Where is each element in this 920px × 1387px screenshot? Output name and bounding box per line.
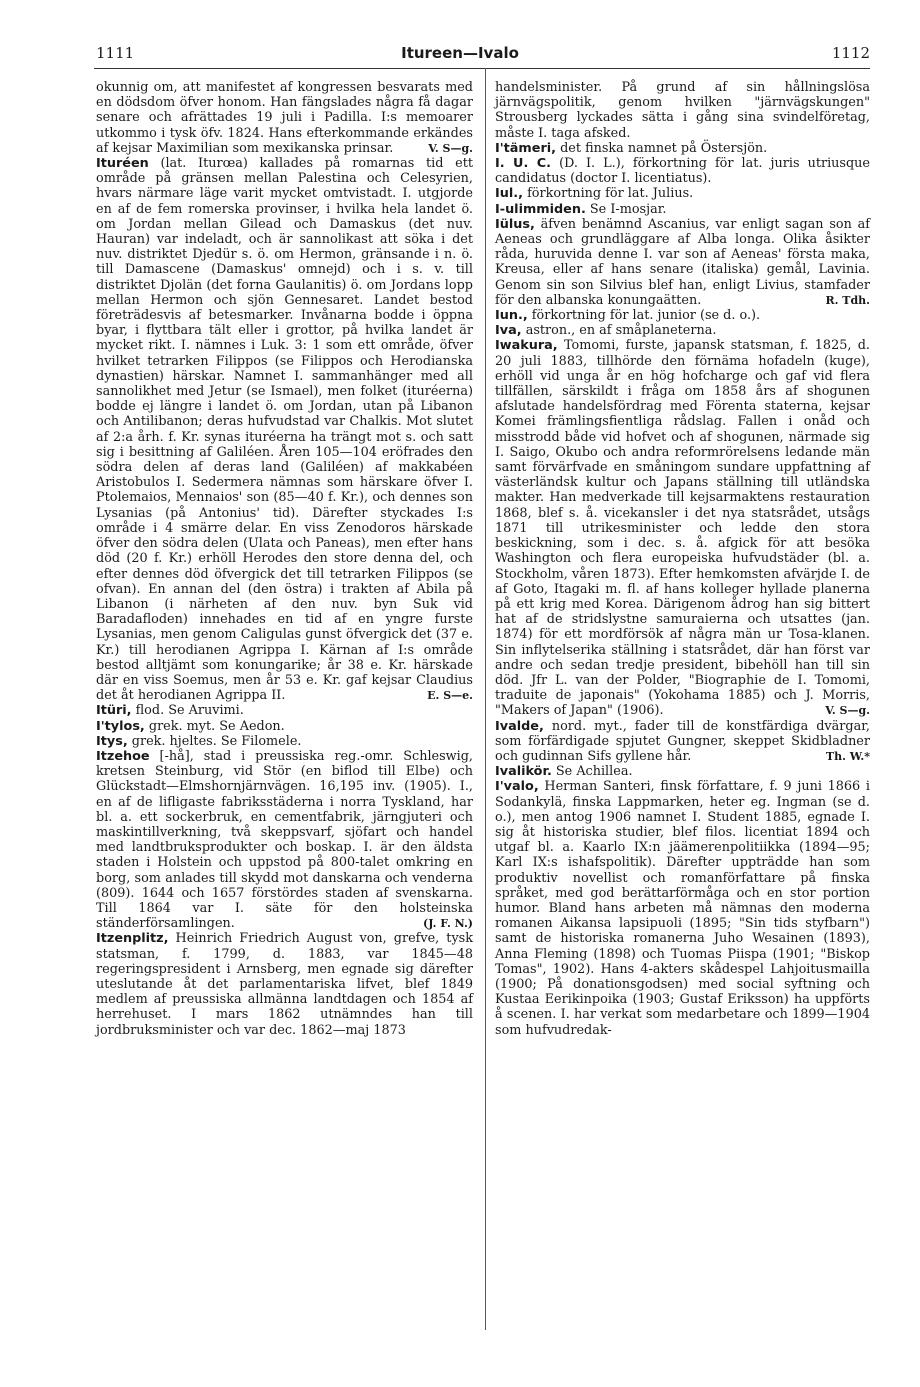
author-signature: (J. F. N.) [423,917,473,931]
entry-headword: I. U. C. [495,156,552,172]
entry-headword: Ivalde, [495,718,544,734]
column-divider [485,68,486,1330]
entry-text: (lat. Iturœa) kallades på romarnas tid ett område på gränsen mellan Palestina och Celesyrien, hvars närmare läge varit mycket omtvistadt. I. utgjorde en af de fem romerska provinser, i hvilka hela landet ö. om Jordan mellan Gilead och Damaskus (det nuv. Hauran) var indeladt, och är sannolikast att söka i det nuv. distriktet Djedür s. ö. om Hermon, gränsande i n. ö. till Damascene (Damaskus' omnejd) och i s. v. till distriktet Djolän (det forna Gaulanitis) ö. om Jordans lopp mellan Hermon och sjön Gennesaret. Landet bestod företrädesvis af betesmarker. Invånarna bodde i öppna byar, i flyttbara tält eller i grottor, på hvilka landet är mycket rikt. I. nämnes i Luk. 3: 1 som ett område, öfver hvilket tetrarken Filippos (se Filippos och Herodianska dynastien) härskar. Namnet I. sammanhänger med all sannolikhet med Jetur (se Ismael), men folket (ituréerna) bodde ej längre i landet ö. om Jordan, utan på Libanon och Antilibanon; deras hufvudstad var Chalkis. Mot slutet af 2:a årh. f. Kr. synas ituréerna ha trängt mot s. och satt sig i besittning af Galiléen. Åren 105—104 eröfrades den södra delen af deras land (Galiléen) af makkabéen Aristobulos I. Sedermera nämnas som härskare öfver I. Ptolemaios, Mennaios' son (85—40 f. Kr.), och dennes son Lysanias (på Antonius' tid). Därefter styckades I:s område i 4 smärre delar. En viss Zenodoros härskade öfver den södra delen (Ulata och Paneas), men efter hans död (20 f. Kr.) erhöll Herodes den store denna del, och efter dennes död öfvergick det till tetrarken Filippos (se ofvan). En annan del (den östra) i trakten af Abila på Libanon (i närheten af den nuv. byn Suk vid Baradafloden) innehades en tid af en yngre furste Lysanias, men genom Caligulas gunst öfvergick det (37 e. Kr.) till herodianen Agrippa I. Kärnan af I:s område bestod alltjämt som konungarike; år 38 e. Kr. härskade där en viss Soemus, men år 53 e. Kr. gaf kejsar Claudius det åt herodianen Agrippa II. [96,156,473,704]
entry-headword: Iun., [495,308,528,324]
page-header [0,44,920,66]
entry-text: grek. myt. Se Aedon. [148,718,285,734]
entry-text: Se I-mosjar. [589,201,667,217]
entry-headword: Iul., [495,186,523,202]
entry-headword: Ivalikör. [495,764,552,780]
dictionary-entry [96,156,473,703]
entry-headword: Iwakura, [495,338,558,354]
entry-text: okunnig om, att manifestet af kongressen besvarats med en dödsdom öfver honom. Han fängslades några få dagar senare och afrättades 19 juli i Padilla. I:s memoarer utkommo i tysk öfv. 1824. Hans efterkommande erkändes af kejsar Maximilian som mexikanska prinsar. [96,80,473,156]
entry-headword: I'valo, [495,779,539,795]
entry-text: nord. myt., fader till de konstfärdiga dvärgar, som förfärdigade spjutet Gungner, skeppet Skidbladner och gudinnan Sifs gyllene hår. [495,718,870,764]
dictionary-entry [495,764,870,779]
entry-headword: I-ulimmiden. [495,201,586,217]
running-title: Itureen—Ivalo [401,44,519,62]
dictionary-entry [495,779,870,1037]
dictionary-entry [495,308,870,323]
entry-text: Se Achillea. [555,764,633,780]
dictionary-entry [495,217,870,308]
page-number-left: 1111 [96,44,135,62]
author-signature: V. S—g. [825,704,870,718]
dictionary-entry [495,202,870,217]
entry-text: [-hå], stad i preussiska reg.-omr. Schleswig, kretsen Steinburg, vid Stör (en biflod till Elbe) och Glückstadt—Elmshornjärnvägen. 16,195 inv. (1905). I., en af de lifligaste fabriksstäderna i norra Tyskland, har bl. a. ett sockerbruk, en cementfabrik, järngjuteri och maskintillverkning, två skeppsvarf, sjöfart och handel med landtbruksprodukter och boskap. I. är den äldsta staden i Holstein och uppstod på 800-talet omkring en borg, som anlades till skydd mot danskarna och venderna (809). 1644 och 1657 förstördes staden af svenskarna. Till 1864 var I. säte för den holsteinska ständerförsamlingen. [96,748,473,932]
dictionary-entry [495,323,870,338]
author-signature: R. Tdh. [825,293,870,307]
entry-headword: Iülus, [495,216,535,232]
dictionary-entry [495,719,870,765]
entry-text: grek. hjeltes. Se Filomele. [131,733,302,749]
dictionary-entry [96,719,473,734]
entry-headword: Itüri, [96,703,132,719]
dictionary-entry [495,338,870,718]
entry-headword: Ituréen [96,156,149,172]
entry-text: flod. Se Aruvimi. [135,703,244,719]
entry-text: Heinrich Friedrich August von, grefve, tysk statsman, f. 1799, d. 1883, var 1845—48 regeringspresident i Arnsberg, men egnade sig därefter uteslutande åt det parlamentariska lifvet, blef 1849 medlem af preussiska allmänna landtdagen och 1854 af herrehuset. I mars 1862 utnämndes han till jordbruksminister och var dec. 1862—maj 1873 [96,931,473,1038]
dictionary-entry [495,80,870,141]
entry-text: det finska namnet på Östersjön. [560,140,768,156]
dictionary-entry [96,703,473,718]
header-rule [94,68,870,69]
entry-headword: Itzehoe [96,748,150,764]
right-column [495,80,870,1038]
author-signature: V. S—g. [428,141,473,155]
entry-text: (D. I. L.), förkortning för lat. juris utriusque candidatus (doctor I. licentiatus). [495,156,870,187]
entry-headword: I'tylos, [96,718,145,734]
entry-text: handelsminister. På grund af sin hållningslösa järnvägspolitik, genom hvilken "järnvägskungen" Strousberg lyckades sätta i gång sina svindelföretag, måste I. taga afsked. [495,80,870,141]
dictionary-entry [495,156,870,186]
entry-text: Tomomi, furste, japansk statsman, f. 1825, d. 20 juli 1883, tillhörde den förnäma hofadeln (kuge), erhöll vid unga år en hög hofcharge och gaf vid flera tillfällen, särskildt i fråga om 1858 års af shogunen afslutade handelsfördrag med Förenta staterna, kejsar Komei främlingsfientliga rådslag. Fallen i onåd och misstrodd både vid hofvet och af shogunen, närmade sig I. Saigo, Okubo och andra reformrörelsens ledande män samt förvärfvade en småningom sundare uppfattning af västerländsk kultur och Japans ställning till utländska makter. Han medverkade till kejsarmaktens restauration 1868, blef s. å. vicekansler i det nya statsrådet, utsågs 1871 till utrikesminister och ledde den stora beskickning, som i dec. s. å. afgick för att besöka Washington och flera europeiska hufvudstäder (bl. a. Stockholm, våren 1873). Efter hemkomsten afvärjde I. de af Goto, Itagaki m. fl. af hans kolleger hyllade planerna på ett krig med Korea. Därigenom ådrog han sig bittert hat af de stridslystne samuraierna och utsattes (jan. 1874) för ett mordförsök af några män ur Tosa-klanen. Sin inflytelserika ställning i statsrådet, där han först var andre och sedan tredje president, bibehöll han till sin död. Jfr L. van der Polder, "Biographie de I. Tomomi, traduite de japonais" (Yokohama 1885) och J. Morris, "Makers of Japan" (1906). [495,338,870,719]
entry-headword: Itys, [96,733,128,749]
dictionary-entry [96,931,473,1037]
entry-headword: I'tämeri, [495,140,557,156]
dictionary-entry [96,734,473,749]
author-signature: Th. W.* [825,749,870,763]
dictionary-entry [96,80,473,156]
left-column [96,80,473,1038]
dictionary-entry [495,186,870,201]
dictionary-entry [495,141,870,156]
entry-text: äfven benämnd Ascanius, var enligt sagan son af Aeneas och grundläggare af Alba longa. Olika åsikter råda, huruvida denne I. var son af Aeneas' första maka, Kreusa, eller af hans senare (italiska) gemål, Lavinia. Genom sin son Silvius blef han, enligt Livius, stamfader för den albanska konungaätten. [495,216,870,308]
entry-text: Herman Santeri, finsk författare, f. 9 juni 1866 i Sodankylä, finska Lappmarken, heter eg. Ingman (se d. o.), men antog 1906 namnet I. Student 1885, egnade I. sig åt historiska studier, blef filos. licentiat 1894 och utgaf bl. a. Kaarlo IX:n jäämerenpolitiikka (1894—95; Karl IX:s ishafspolitik). Därefter uppträdde han som produktiv novellist och romanförfattare på finska språket, med god berättarförmåga och en stor portion humor. Bland hans arbeten må nämnas den moderna romanen Aikansa lapsipuoli (1895; "Sin tids styfbarn") samt de historiska romanerna Juho Wesainen (1893), Anna Fleming (1898) och Tuomas Piispa (1901; "Biskop Tomas", 1902). Hans 4-akters skådespel Lahjoitusmailla (1900; På donationsgodsen) med social syftning och Kustaa Eerikinpoika (1903; Gustaf Eriksson) ha uppförts å scenen. I. har verkat som medarbetare och 1899—1904 som hufvudredak- [495,779,870,1038]
page-number-right: 1112 [831,44,870,62]
dictionary-entry [96,749,473,931]
author-signature: E. S—e. [427,689,473,703]
entry-headword: Iva, [495,323,522,339]
entry-text: astron., en af småplaneterna. [525,323,717,339]
entry-text: förkortning för lat. junior (se d. o.). [531,308,761,324]
entry-text: förkortning för lat. Julius. [527,186,694,202]
entry-headword: Itzenplitz, [96,931,169,947]
